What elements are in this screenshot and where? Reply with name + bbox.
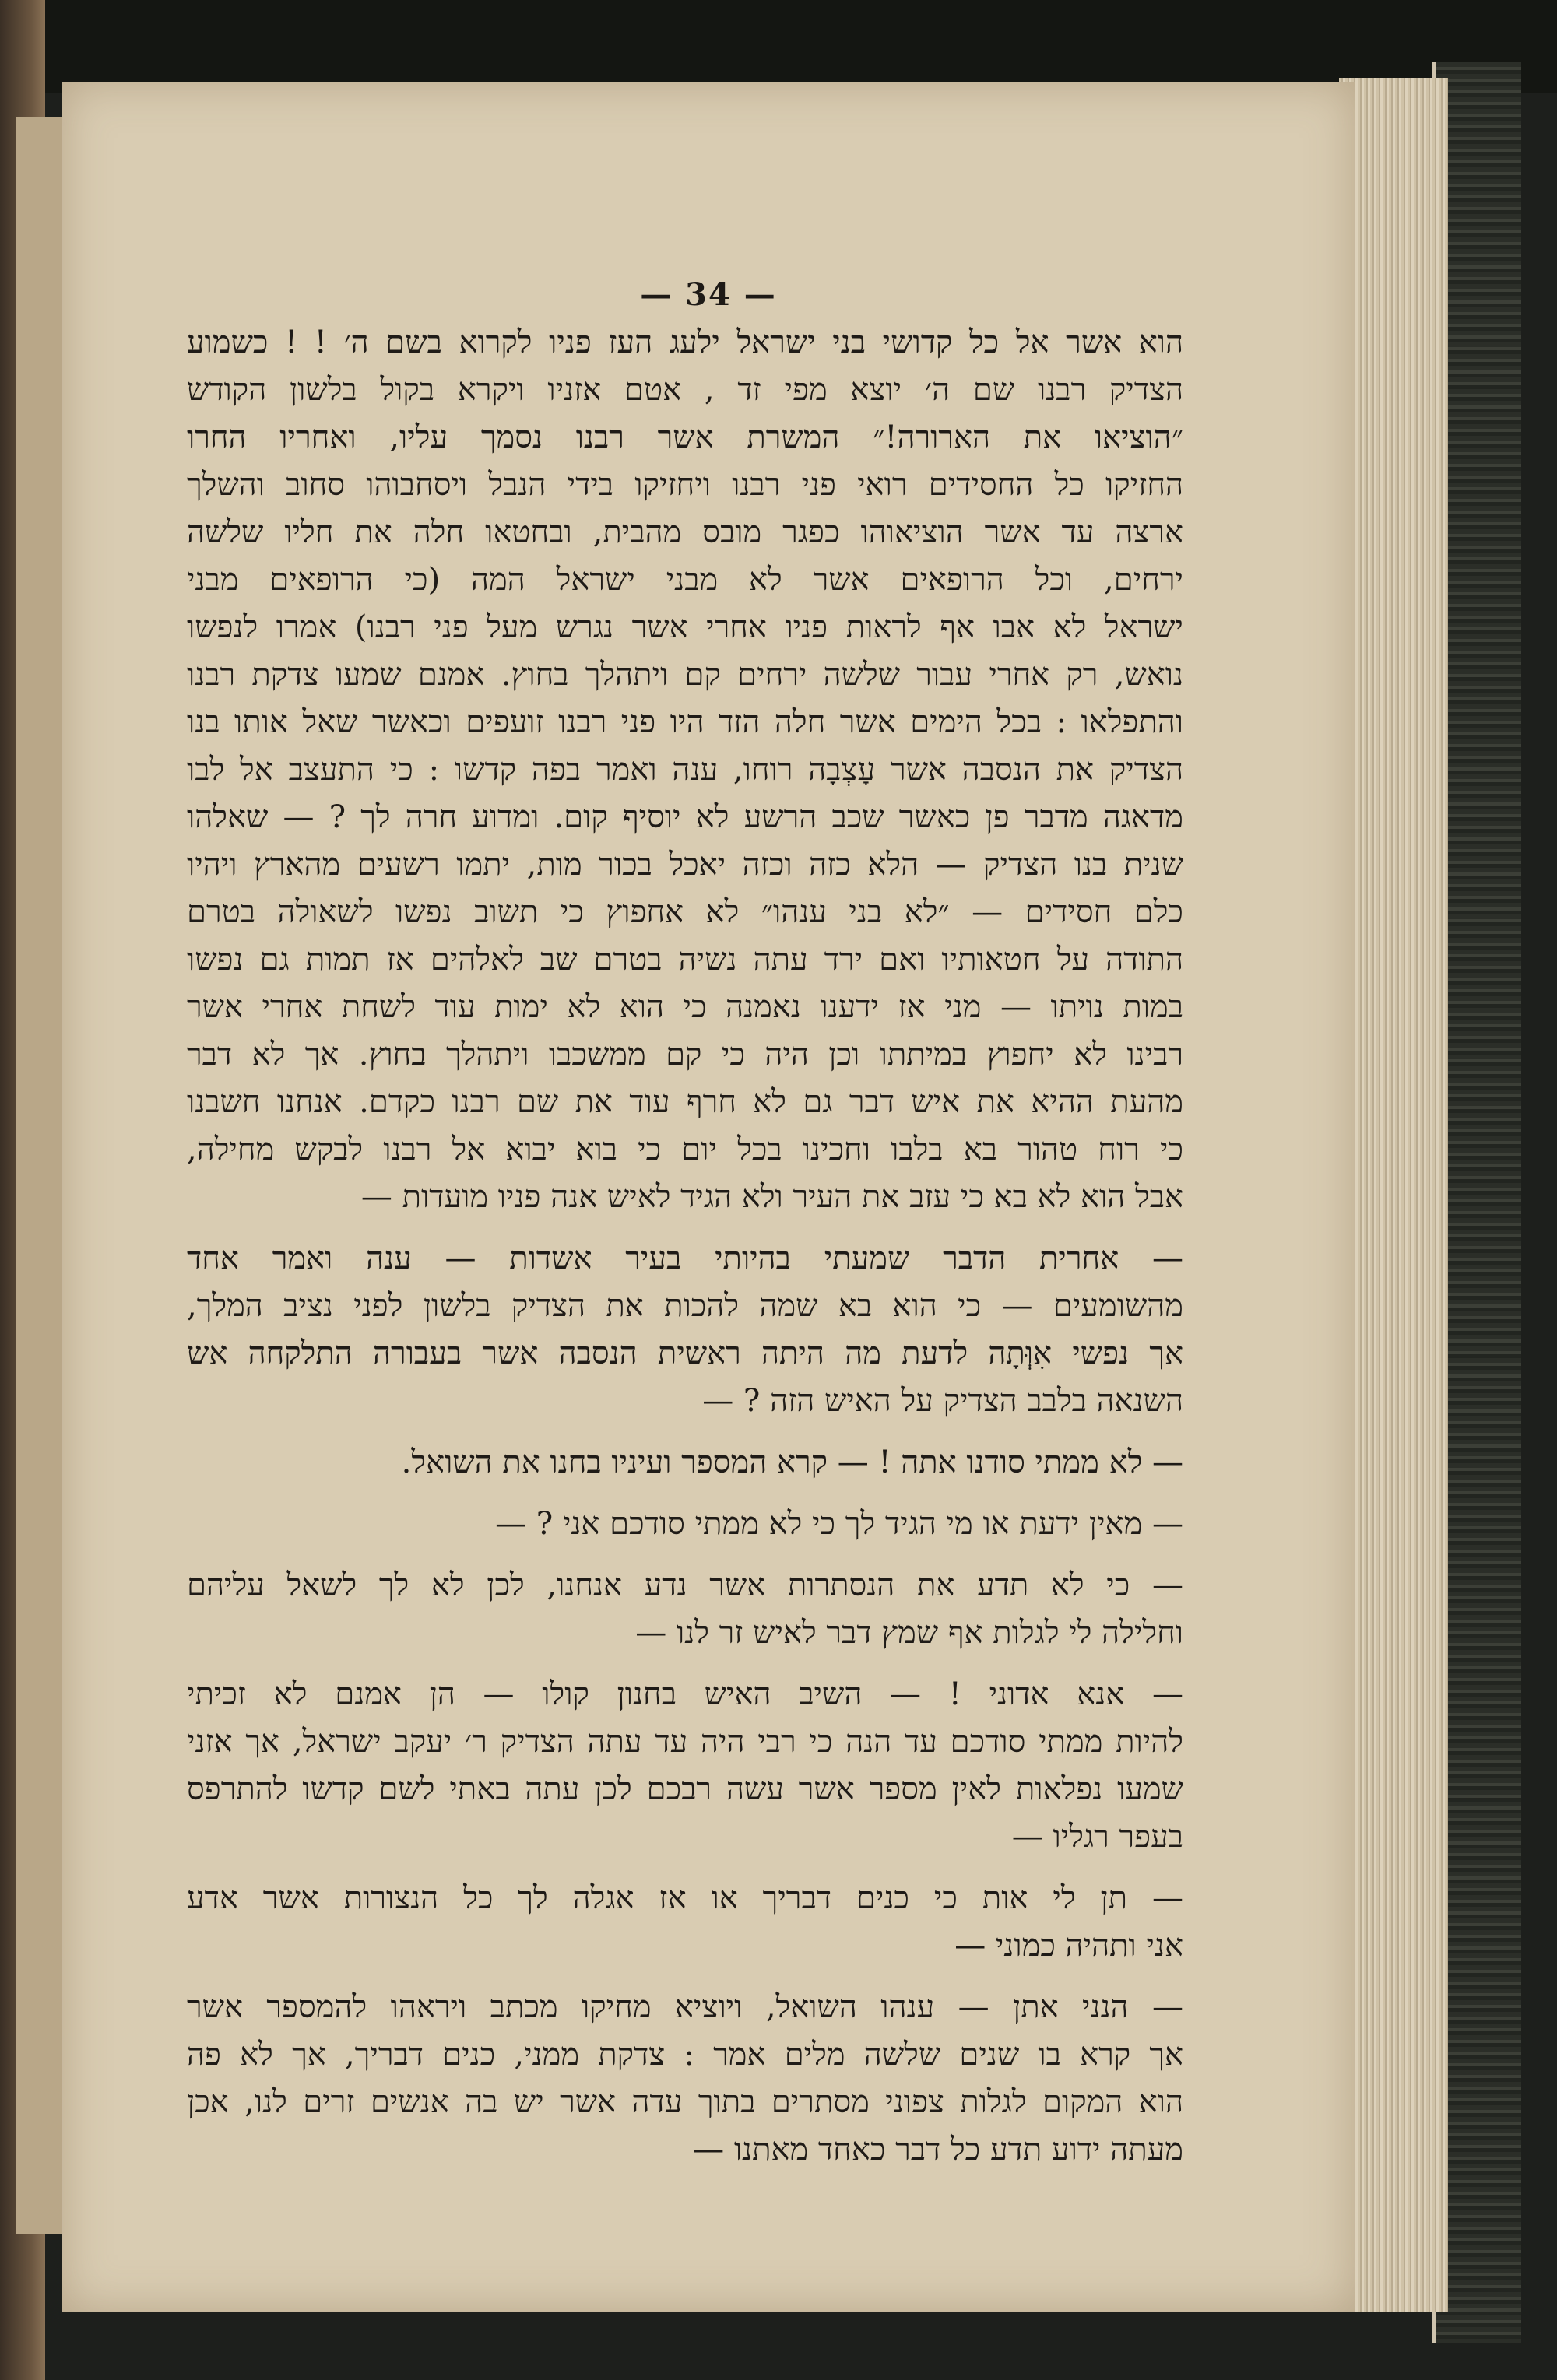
text-line: נואש, רק אחרי עבור שלשה ירחים קם ויתהלך בחוץ. אמנם שמעו צדקת רבנו [187, 657, 1183, 693]
text-line: ירחים, וכל הרופאים אשר לא מבני ישראל המה (כי הרופאים מבני [187, 562, 1183, 598]
text-line: החזיקו כל החסידים רואי פני רבנו ויחזיקו בידי הנבל ויסחבוהו סחוב והשלך [187, 467, 1183, 503]
text-line: והתפלאו : בכל הימים אשר חלה הזד היו פני רבנו זועפים וכאשר שאל אותו בנו [187, 704, 1183, 740]
text-line: — אנא אדוני ! — השיב האיש בחנון קולו — הן אמנם לא זכיתי [187, 1676, 1183, 1712]
text-line: שנית בנו הצדיק — הלא כזה וכזה יאכל בכור מות, יתמו רשעים מהארץ ויהיו [187, 847, 1183, 883]
text-line: מדאגה מדבר פן כאשר שכב הרשע לא יוסיף קום. ומדוע חרה לך ? — שאלהו [187, 799, 1183, 835]
text-line: בעפר רגליו — [1011, 1819, 1183, 1855]
text-line: — לא ממתי סודנו אתה ! — קרא המספר ועיניו בחנו את השואל. [401, 1444, 1183, 1480]
paragraph [187, 1501, 1183, 1548]
book-cover-top [45, 0, 1557, 93]
text-line: רבינו לא יחפוץ במיתתו וכן היה כי קם ממשכבו ויתהלך בחוץ. אך לא דבר [187, 1037, 1183, 1072]
text-line: השנאה בלבב הצדיק על האיש הזה ? — [702, 1383, 1183, 1419]
text-line: — אחרית הדבר שמעתי בהיותי בעיר אשדות — ענה ואמר אחד [187, 1241, 1183, 1276]
paragraph [187, 1671, 1183, 1861]
paragraph [187, 1439, 1183, 1487]
text-line: — תן לי אות כי כנים דבריך או אז אגלה לך כל הנצורות אשר אדע [187, 1880, 1183, 1916]
text-line: הוא המקום לגלות צפוני מסתרים בתוך עדה אשר יש בה אנשים זרים לנו, אכן [187, 2084, 1183, 2120]
text-line: מעתה ידוע תדע כל דבר כאחד מאתנו — [693, 2132, 1183, 2168]
text-line: התודה על חטאותיו ואם ירד עתה נשיה בטרם שב לאלהים אז תמות גם נפשו [187, 942, 1183, 978]
text-line: אבל הוא לא בא כי עזב את העיר ולא הגיד לאיש אנה פניו מועדות — [360, 1179, 1183, 1215]
text-line: להיות ממתי סודכם עד הנה כי רבי היה עד עתה הצדיק ר׳ יעקב ישראל, אך אזני [187, 1724, 1183, 1760]
text-line: שמעו נפלאות לאין מספר אשר עשה רבכם לכן עתה באתי לשם קדשו להתרפס [187, 1771, 1183, 1807]
paragraph [187, 1562, 1183, 1657]
page-stack-edges [1339, 78, 1448, 2312]
text-line: אני ותהיה כמוני — [954, 1928, 1183, 1964]
text-line: הצדיק את הנסבה אשר עָצְבָה רוחו, ענה ואמר בפה קדשו : כי התעצב אל לבו [187, 752, 1183, 788]
page-number: — 34 — [640, 276, 777, 313]
page-text [187, 319, 1183, 2174]
facing-page-edge [16, 117, 62, 2234]
text-line: — מאין ידעת או מי הגיד לך כי לא ממתי סודכם אני ? — [495, 1506, 1183, 1542]
text-line: וחלילה לי לגלות אף שמץ דבר לאיש זר לנו — [635, 1615, 1183, 1651]
paragraph [187, 1984, 1183, 2174]
paragraph [187, 1875, 1183, 1970]
text-line: — הנני אתן — ענהו השואל, ויוציא מחיקו מכתב ויראהו להמספר אשר [187, 1989, 1183, 2025]
paragraph [187, 1235, 1183, 1425]
text-line: ארצה עד אשר הוציאוהו כפגר מובס מהבית, ובחטאו חלה את חליו שלשה [187, 514, 1183, 550]
paragraph [187, 319, 1183, 1221]
text-line: אך נפשי אִוְּתָה לדעת מה היתה ראשית הנסבה אשר בעבורה התלקחה אש [187, 1336, 1183, 1371]
text-line: הוא אשר אל כל קדושי בני ישראל ילעג העז פניו לקרוא בשם ה׳ ! ! כשמוע [187, 325, 1183, 360]
text-line: מהשומעים — כי הוא בא שמה להכות את הצדיק בלשון לפני נציב המלך, [187, 1288, 1183, 1324]
text-line: במות נויתו — מני אז ידענו נאמנה כי הוא לא ימות עוד לשחת אחרי אשר [187, 989, 1183, 1025]
text-line: — כי לא תדע את הנסתרות אשר נדע אנחנו, לכן לא לך לשאל עליהם [187, 1567, 1183, 1603]
text-line: כי רוח טהור בא בלבו וחכינו בכל יום כי בוא יבוא אל רבנו לבקש מחילה, [187, 1132, 1183, 1167]
text-line: מהעת ההיא את איש דבר גם לא חרף עוד את שם רבנו כקדם. אנחנו חשבנו [187, 1084, 1184, 1120]
text-line: הצדיק רבנו שם ה׳ יוצא מפי זד , אטם אזניו ויקרא בקול בלשון הקודש [187, 372, 1183, 408]
text-line: אך קרא בו שנים שלשה מלים אמר : צדקת ממני, כנים דבריך, אך לא פה [187, 2037, 1183, 2073]
text-line: ישראל לא אבו אף לראות פניו אחרי אשר נגרש מעל פני רבנו) אמרו לנפשו [187, 609, 1183, 645]
text-line: ״הוציאו את הארורה!״ המשרת אשר רבנו נסמך עליו, ואחריו החרו [187, 419, 1183, 455]
text-line: כלם חסידים — ״לא בני ענהו״ לא אחפוץ כי תשוב נפשו לשאולה בטרם [187, 894, 1183, 930]
